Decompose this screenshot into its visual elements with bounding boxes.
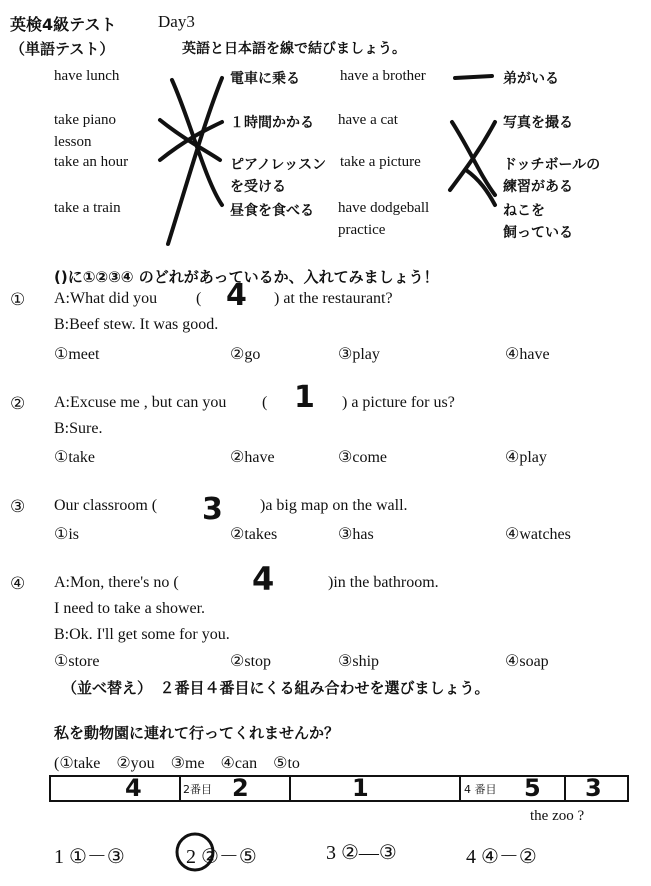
right-en-5: practice — [338, 222, 386, 238]
test-title: 英検4級テスト — [10, 15, 117, 34]
q2-line-a-end: ) a picture for us? — [342, 394, 455, 411]
q4-marker: ④ — [10, 574, 26, 594]
q4-answer: 4 — [252, 560, 275, 598]
box-answer-5: 3 — [585, 774, 602, 802]
box-answer-2: 2 — [232, 774, 249, 802]
q1-answer: 4 — [226, 278, 247, 313]
q3-choice-1: ①is — [54, 526, 80, 543]
left-en-3: lesson — [54, 134, 92, 150]
q3-line-a-end: )a big map on the wall. — [260, 497, 408, 514]
q4-line-a-end: )in the bathroom. — [328, 574, 439, 591]
q4-choice-2: ②stop — [230, 653, 272, 670]
q3-choice-4: ④watches — [505, 526, 571, 543]
left-jp-2: １時間かかる — [230, 115, 314, 131]
option-4: 4 ④－② — [466, 846, 537, 868]
q2-marker: ② — [10, 394, 26, 414]
right-en-2: have a cat — [338, 112, 398, 128]
right-jp-4: 練習がある — [503, 179, 573, 195]
q3-answer: 3 — [202, 492, 223, 527]
box-answer-4: 5 — [524, 774, 541, 802]
q1-open-paren: ( — [196, 290, 202, 307]
left-en-5: take a train — [54, 200, 121, 216]
q2-answer: 1 — [294, 380, 315, 415]
q2-line-a: A:Excuse me , but can you — [54, 394, 227, 411]
q1-line-b: B:Beef stew. It was good. — [54, 316, 219, 333]
q4-line-a: A:Mon, there's no ( — [54, 574, 179, 591]
instruction-reorder: （並べ替え） ２番目４番目にくる組み合わせを選びましょう。 — [62, 679, 490, 697]
right-jp-1: 弟がいる — [503, 71, 559, 87]
right-jp-6: 飼っている — [503, 225, 573, 241]
left-en-1: have lunch — [54, 68, 120, 84]
q1-choice-2: ②go — [230, 346, 261, 363]
q4-line-b: I need to take a shower. — [54, 600, 206, 617]
q1-choice-4: ④have — [505, 346, 550, 363]
subtitle: （単語テスト） — [10, 40, 115, 58]
left-jp-1: 電車に乗る — [230, 71, 300, 87]
left-jp-5: 昼食を食べる — [230, 203, 314, 219]
q4-line-c: B:Ok. I'll get some for you. — [54, 626, 230, 643]
box-label-2nd: 2番目 — [183, 783, 212, 796]
left-jp-3: ピアノレッスン — [230, 157, 327, 173]
left-en-2: take piano — [54, 112, 117, 128]
q2-choice-1: ①take — [54, 449, 95, 466]
q4-choice-1: ①store — [54, 653, 100, 670]
option-3: 3 ②―③ — [326, 842, 397, 864]
q3-line-a: Our classroom ( — [54, 497, 158, 514]
q1-line-a-end: ) at the restaurant? — [274, 290, 393, 307]
reorder-suffix: the zoo ? — [530, 808, 585, 824]
reorder-words: (①take ②you ③me ④can ⑤to — [54, 755, 300, 772]
box-answer-3: 1 — [352, 774, 369, 802]
right-en-1: have a brother — [340, 68, 426, 84]
q4-choice-3: ③ship — [338, 653, 380, 670]
instruction-matching: 英語と日本語を線で結びましょう。 — [182, 41, 406, 57]
right-en-4: have dodgeball — [338, 200, 430, 216]
day-label: Day3 — [158, 12, 195, 31]
box-answer-1: 4 — [125, 774, 142, 802]
right-jp-3: ドッチボールの — [503, 157, 601, 173]
right-jp-2: 写真を撮る — [503, 115, 573, 131]
match-line-5 — [455, 76, 492, 78]
option-2: 2 ②－⑤ — [186, 846, 257, 868]
left-en-4: take an hour — [54, 154, 129, 170]
q2-choice-4: ④play — [505, 449, 547, 466]
q1-choice-3: ③play — [338, 346, 380, 363]
instruction-fill: ()に①②③④ のどれがあっているか、入れてみましょう！ — [54, 268, 439, 286]
q3-choice-3: ③has — [338, 526, 374, 543]
q2-choice-3: ③come — [338, 449, 387, 466]
q3-marker: ③ — [10, 497, 26, 517]
q2-line-b: B:Sure. — [54, 420, 103, 437]
left-jp-4: を受ける — [230, 179, 286, 195]
q4-choice-4: ④soap — [505, 653, 549, 670]
q1-choice-1: ①meet — [54, 346, 100, 363]
q2-open-paren: ( — [262, 394, 268, 411]
q3-choice-2: ②takes — [230, 526, 278, 543]
q2-choice-2: ②have — [230, 449, 275, 466]
option-1: 1 ①－③ — [54, 846, 125, 868]
box-label-4th: 4 番目 — [464, 783, 497, 796]
right-en-3: take a picture — [340, 154, 421, 170]
reorder-prompt: 私を動物園に連れて行ってくれませんか？ — [54, 724, 340, 742]
q1-line-a: A:What did you — [54, 290, 158, 307]
q1-marker: ① — [10, 290, 26, 310]
right-jp-5: ねこを — [503, 203, 545, 219]
match-line-2 — [168, 78, 222, 244]
